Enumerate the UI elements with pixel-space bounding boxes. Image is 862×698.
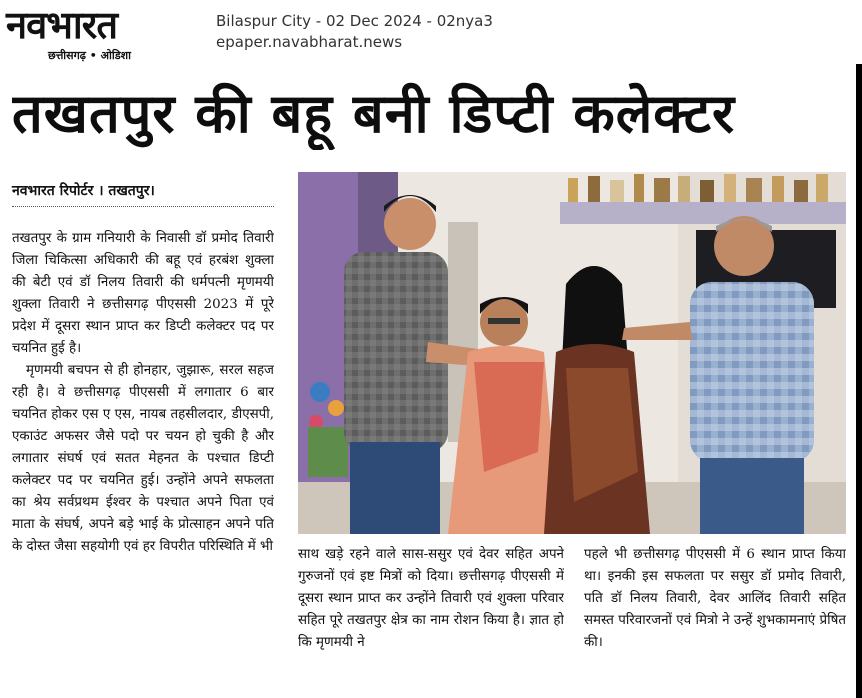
article-byline: नवभारत रिपोर्टर । तखतपुर। [12, 183, 155, 199]
article-photo [298, 172, 846, 534]
article-paragraph-2: मृणमयी बचपन से ही होनहार, जुझारू, सरल सहज रही है। वे छत्तीसगढ़ पीएससी में लगातार 6 बार चयनित होकर एस ए एस, नायब तहसीलदार, डीएसपी, एकाउंट अफसर जैसे पदो पर चयन हो चुकी है और लगातार संघर्ष एवं सतत मेहनत के पश्चात डिप्टी कलेक्टर पद पर चयनित हुई। उन्होंने अपने सफलता का श्रेय सर्वप्रथम ईश्वर के पश्चात अपने पिता एवं माता के संघर्ष, अपने बड़े भाई के प्रोत्साहन अपने पति के दोस्त जैसा सहयोगी एवं हर विपरीत परिस्थिति में भी [12, 363, 274, 554]
article-column-2: साथ खड़े रहने वाले सास-ससुर एवं देवर सहित अपने गुरुजनों एवं इष्ट मित्रों को दिया। छत्तीसगढ़ पीएससी में दूसरा स्थान प्राप्त कर उन्होंने तिवारी एवं शुक्ला परिवार सहित पूरे तखतपुर क्षेत्र का नाम रोशन किया है। ज्ञात हो कि मृणमयी ने [298, 547, 564, 650]
masthead [0, 0, 862, 64]
article-column-1 [12, 228, 274, 686]
byline-divider [12, 206, 274, 207]
family-celebration-image [298, 172, 846, 534]
article-column-3: पहले भी छत्तीसगढ़ पीएससी में 6 स्थान प्राप्त किया था। इनकी इस सफलता पर ससुर डॉ प्रमोद तिवारी, पति डॉ निलय तिवारी, देवर आलिंद तिवारी सहित समस्त परिवारजनों एवं मित्रो ने उन्हें शुभकामनाएं प्रेषित की। [584, 547, 846, 650]
site-address: epaper.navabharat.news [216, 33, 403, 51]
page-edge [856, 64, 862, 698]
logo-subtext: छत्तीसगढ़ • ओडिशा [48, 49, 131, 62]
logo-text: नवभारत [6, 3, 117, 47]
article-paragraph-1: तखतपुर के ग्राम गनियारी के निवासी डॉ प्रमोद तिवारी जिला चिकित्सा अधिकारी की बहू एवं हरबंश शुक्ला की बेटी एवं डॉ निलय तिवारी की धर्मपत्नी मृणमयी शुक्ला तिवारी ने छत्तीसगढ़ पीएससी 2023 में पूरे प्रदेश में दूसरा स्थान प्राप्त कर डिप्टी कलेक्टर पद पर चयनित हुई है। [12, 231, 274, 356]
newspaper-logo [4, 4, 200, 62]
article-headline: तखतपुर की बहू बनी डिप्टी कलेक्टर [12, 82, 736, 145]
edition-line: Bilaspur City - 02 Dec 2024 - 02nya3 [216, 12, 493, 30]
